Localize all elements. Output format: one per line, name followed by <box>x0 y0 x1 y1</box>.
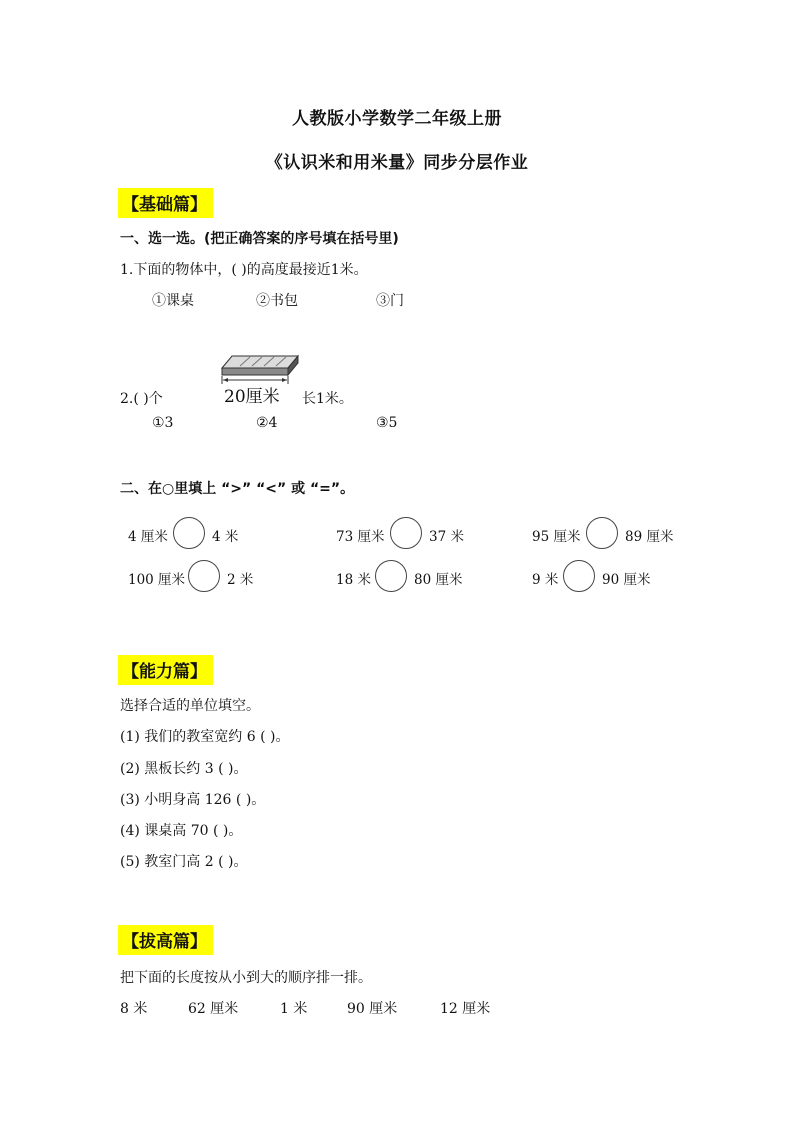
compare-1-right: 4 米 <box>212 529 239 545</box>
length-item-1: 8 米 <box>120 1001 148 1017</box>
compare-6-left: 9 米 <box>532 572 559 588</box>
compare-6-right: 90 厘米 <box>602 572 651 588</box>
section-tag-advanced: 【拔高篇】 <box>118 925 213 955</box>
ability-item-5: (5) 教室门高 2 ( )。 <box>120 854 248 870</box>
compare-3-circle[interactable] <box>586 517 618 549</box>
advanced-instruction: 把下面的长度按从小到大的顺序排一排。 <box>120 970 372 986</box>
compare-1-circle[interactable] <box>173 517 205 549</box>
page-title: 人教版小学数学二年级上册 <box>292 109 502 129</box>
compare-3-left: 95 厘米 <box>532 529 581 545</box>
ability-item-2: (2) 黑板长约 3 ( )。 <box>120 761 248 777</box>
compare-4-right: 2 米 <box>227 572 254 588</box>
compare-6-circle[interactable] <box>563 560 595 592</box>
ability-item-1: (1) 我们的教室宽约 6 ( )。 <box>120 729 290 745</box>
compare-4-left: 100 厘米 <box>128 572 186 588</box>
section-tag-ability: 【能力篇】 <box>118 655 213 685</box>
compare-2-circle[interactable] <box>390 517 422 549</box>
question-2-prefix: 2.( )个 <box>120 391 163 407</box>
part2-heading: 二、在○里填上 “>” “<” 或 “=”。 <box>120 481 355 497</box>
page-subtitle: 《认识米和用米量》同步分层作业 <box>265 153 529 173</box>
q2-option-a: ①3 <box>152 415 174 431</box>
ruler-label: 20厘米 <box>224 387 280 407</box>
q1-option-c: ③门 <box>376 293 404 309</box>
ability-item-4: (4) 课桌高 70 ( )。 <box>120 823 243 839</box>
question-2-suffix: 长1米。 <box>302 391 353 407</box>
question-1-text: 1.下面的物体中，( )的高度最接近1米。 <box>120 262 368 278</box>
compare-5-circle[interactable] <box>375 560 407 592</box>
q2-option-c: ③5 <box>376 415 398 431</box>
length-item-5: 12 厘米 <box>440 1001 491 1017</box>
length-item-4: 90 厘米 <box>347 1001 398 1017</box>
compare-3-right: 89 厘米 <box>625 529 674 545</box>
compare-5-right: 80 厘米 <box>414 572 463 588</box>
section-tag-basic: 【基础篇】 <box>118 188 213 218</box>
q2-option-b: ②4 <box>256 415 278 431</box>
length-item-3: 1 米 <box>280 1001 308 1017</box>
length-item-2: 62 厘米 <box>188 1001 239 1017</box>
part1-heading: 一、选一选。(把正确答案的序号填在括号里) <box>120 231 399 247</box>
compare-5-left: 18 米 <box>336 572 371 588</box>
q1-option-a: ①课桌 <box>152 293 194 309</box>
compare-4-circle[interactable] <box>188 560 220 592</box>
compare-2-left: 73 厘米 <box>336 529 385 545</box>
ability-item-3: (3) 小明身高 126 ( )。 <box>120 792 266 808</box>
compare-2-right: 37 米 <box>429 529 464 545</box>
q1-option-b: ②书包 <box>256 293 298 309</box>
ability-instruction: 选择合适的单位填空。 <box>120 698 260 714</box>
compare-1-left: 4 厘米 <box>128 529 168 545</box>
